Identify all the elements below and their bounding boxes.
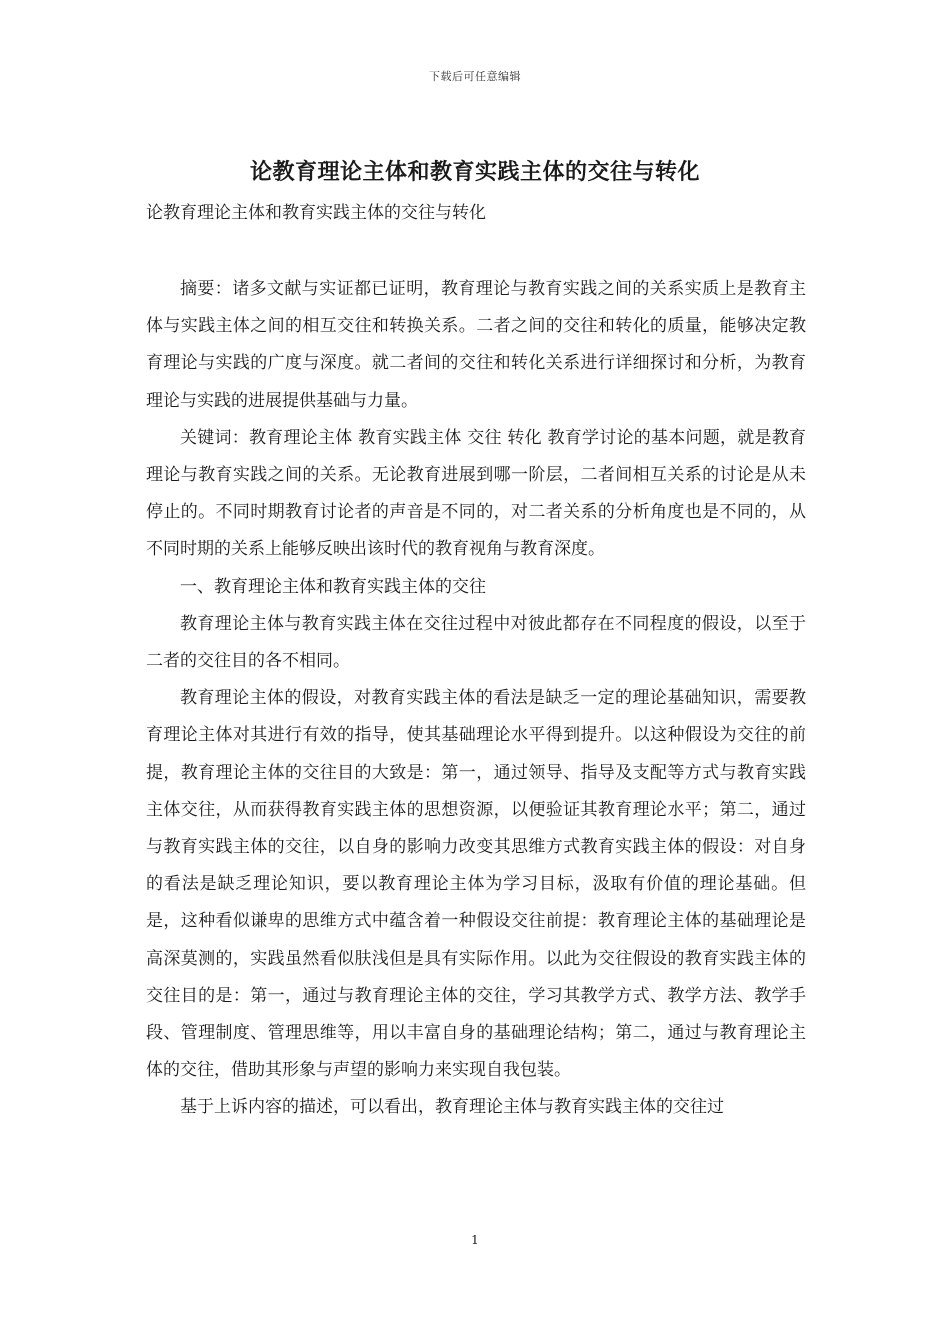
section-heading: 一、教育理论主体和教育实践主体的交往 — [180, 576, 486, 597]
body-paragraph: 教育理论主体的假设，对教育实践主体的看法是缺乏一定的理论基础知识，需要教育理论主体对其进行有效的指导，使其基础理论水平得到提升。以这种假设为交往的前提，教育理论主体的交往目的大致是：第一，通过领导、指导及支配等方式与教育实践主体交往，从而获得教育实践主体的思想资源，以便验证其教育理论水平；第二，通过与教育实践主体的交往，以自身的影响力改变其思维方式教育实践主体的假设：对自身的看法是缺乏理论知识，要以教育理论主体为学习目标，汲取有价值的理论基础。但是，这种看似谦卑的思维方式中蕴含着一种假设交往前提：教育理论主体的基础理论是高深莫测的，实践虽然看似肤浅但是具有实际作用。以此为交往假设的教育实践主体的交往目的是：第一，通过与教育理论主体的交往，学习其教学方式、教学方法、教学手段、管理制度、管理思维等，用以丰富自身的基础理论结构；第二，通过与教育理论主体的交往，借助其形象与声望的影响力来实现自我包装。 — [146, 688, 806, 1081]
keywords-paragraph: 关键词：教育理论主体 教育实践主体 交往 转化 教育学讨论的基本问题，就是教育理论与教育实践之间的关系。无论教育进展到哪一阶层，二者间相互关系的讨论是从未停止的。不同时期教育讨论者的声音是不同的，对二者关系的分析角度也是不同的，从不同时期的关系上能够反映出该时代的教育视角与教育深度。 — [146, 427, 806, 560]
abstract-paragraph: 摘要：诸多文献与实证都已证明，教育理论与教育实践之间的关系实质上是教育主体与实践主体之间的相互交往和转换关系。二者之间的交往和转化的质量，能够决定教育理论与实践的广度与深度。就二者间的交往和转化关系进行详细探讨和分析，为教育理论与实践的进展提供基础与力量。 — [146, 279, 806, 411]
header-note: 下载后可任意编辑 — [429, 70, 521, 83]
document-title: 论教育理论主体和教育实践主体的交往与转化 — [249, 159, 700, 185]
page-number: 1 — [471, 1233, 479, 1247]
document-subtitle: 论教育理论主体和教育实践主体的交往与转化 — [146, 203, 486, 223]
body-paragraph: 教育理论主体与教育实践主体在交往过程中对彼此都存在不同程度的假设，以至于二者的交往目的各不相同。 — [146, 613, 806, 672]
body-paragraph: 基于上诉内容的描述，可以看出，教育理论主体与教育实践主体的交往过 — [180, 1097, 724, 1118]
document-body — [146, 271, 806, 1127]
